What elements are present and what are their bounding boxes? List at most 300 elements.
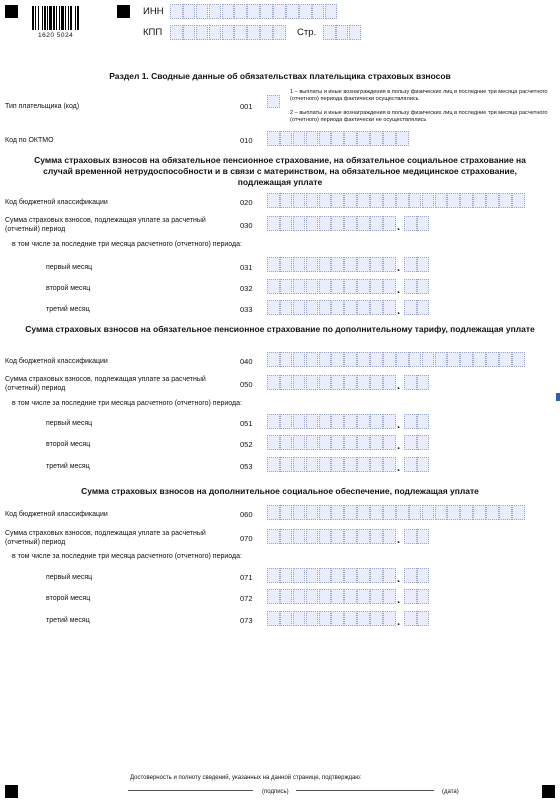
- comb-cell[interactable]: [409, 505, 422, 520]
- comb-cell[interactable]: [404, 279, 417, 294]
- comb-cell[interactable]: [383, 457, 396, 472]
- comb-cell[interactable]: [383, 414, 396, 429]
- oktmo-label: Код по ОКТМО: [5, 137, 54, 144]
- comb-cell[interactable]: [267, 611, 280, 626]
- comb-cell[interactable]: [370, 375, 383, 390]
- comb-cell[interactable]: [383, 257, 396, 272]
- oktmo-code: 010: [240, 136, 253, 145]
- comb-cell[interactable]: [357, 568, 370, 583]
- comb-cell[interactable]: [357, 589, 370, 604]
- comb-cell[interactable]: [357, 257, 370, 272]
- comb-cell[interactable]: [344, 131, 357, 146]
- comb-cell[interactable]: [306, 193, 319, 208]
- comb-cell[interactable]: [331, 568, 344, 583]
- comb-cell[interactable]: [306, 435, 319, 450]
- block-1-incl-label: в том числе за последние три месяца расчетного (отчетного) периода:: [12, 241, 242, 248]
- comb-cell[interactable]: [417, 257, 430, 272]
- comb-cell[interactable]: [417, 414, 430, 429]
- comb-cell[interactable]: [404, 435, 417, 450]
- comb-cell[interactable]: [306, 529, 319, 544]
- comb-cell[interactable]: [331, 300, 344, 315]
- block-2-month-3-kopecks-input[interactable]: [404, 457, 430, 472]
- comb-cell[interactable]: [319, 216, 332, 231]
- comb-cell[interactable]: [404, 568, 417, 583]
- comb-cell[interactable]: [319, 435, 332, 450]
- comb-cell[interactable]: [344, 435, 357, 450]
- block-3-sum-kopecks-input[interactable]: [404, 529, 430, 544]
- block-3-month-3-rubles-input[interactable]: [267, 611, 396, 626]
- comb-cell[interactable]: [404, 257, 417, 272]
- comb-cell[interactable]: [499, 352, 512, 367]
- block-1-month-1-kopecks-input[interactable]: [404, 257, 430, 272]
- comb-cell[interactable]: [280, 300, 293, 315]
- comb-cell[interactable]: [267, 414, 280, 429]
- comb-cell[interactable]: [293, 457, 306, 472]
- comb-cell[interactable]: [331, 589, 344, 604]
- comb-cell[interactable]: [280, 529, 293, 544]
- comb-cell[interactable]: [422, 352, 435, 367]
- block-2-month-2-rubles-input[interactable]: [267, 435, 396, 450]
- comb-cell[interactable]: [357, 457, 370, 472]
- comb-cell[interactable]: [319, 589, 332, 604]
- comb-cell[interactable]: [486, 193, 499, 208]
- comb-cell[interactable]: [383, 505, 396, 520]
- comb-cell[interactable]: [331, 257, 344, 272]
- comb-cell[interactable]: [357, 279, 370, 294]
- comb-cell[interactable]: [306, 279, 319, 294]
- kpp-input[interactable]: [170, 25, 286, 40]
- comb-cell[interactable]: [396, 131, 409, 146]
- comb-cell[interactable]: [357, 131, 370, 146]
- comb-cell[interactable]: [383, 375, 396, 390]
- comb-cell[interactable]: [247, 4, 260, 19]
- comb-cell[interactable]: [306, 216, 319, 231]
- comb-cell[interactable]: [319, 131, 332, 146]
- comb-cell[interactable]: [344, 352, 357, 367]
- comb-cell[interactable]: [383, 279, 396, 294]
- comb-cell[interactable]: [417, 568, 430, 583]
- comb-cell[interactable]: [331, 216, 344, 231]
- comb-cell[interactable]: [293, 435, 306, 450]
- comb-cell[interactable]: [383, 435, 396, 450]
- comb-cell[interactable]: [267, 435, 280, 450]
- comb-cell[interactable]: [409, 193, 422, 208]
- comb-cell[interactable]: [404, 414, 417, 429]
- date-line[interactable]: [296, 790, 434, 791]
- comb-cell[interactable]: [280, 352, 293, 367]
- block-3-month-3-kopecks-input[interactable]: [404, 611, 430, 626]
- comb-cell[interactable]: [357, 435, 370, 450]
- block-3-sum-rubles-input[interactable]: [267, 529, 396, 544]
- comb-cell[interactable]: [325, 4, 338, 19]
- comb-cell[interactable]: [319, 257, 332, 272]
- block-2-month-1-separator: .: [397, 419, 401, 431]
- comb-cell[interactable]: [280, 193, 293, 208]
- comb-cell[interactable]: [344, 529, 357, 544]
- comb-cell[interactable]: [357, 529, 370, 544]
- block-3-month-2-separator: .: [397, 594, 401, 606]
- comb-cell[interactable]: [267, 95, 280, 108]
- comb-cell[interactable]: [383, 300, 396, 315]
- comb-cell[interactable]: [293, 131, 306, 146]
- comb-cell[interactable]: [370, 414, 383, 429]
- comb-cell[interactable]: [267, 300, 280, 315]
- comb-cell[interactable]: [344, 505, 357, 520]
- comb-cell[interactable]: [306, 568, 319, 583]
- comb-cell[interactable]: [336, 25, 349, 40]
- comb-cell[interactable]: [319, 529, 332, 544]
- comb-cell[interactable]: [435, 193, 448, 208]
- comb-cell[interactable]: [267, 529, 280, 544]
- comb-cell[interactable]: [344, 568, 357, 583]
- comb-cell[interactable]: [280, 505, 293, 520]
- comb-cell[interactable]: [435, 352, 448, 367]
- comb-cell[interactable]: [357, 216, 370, 231]
- comb-cell[interactable]: [280, 414, 293, 429]
- block-1-month-1-rubles-input[interactable]: [267, 257, 396, 272]
- comb-cell[interactable]: [306, 352, 319, 367]
- comb-cell[interactable]: [331, 435, 344, 450]
- block-1-kbk-input[interactable]: [267, 193, 525, 208]
- comb-cell[interactable]: [331, 611, 344, 626]
- comb-cell[interactable]: [260, 25, 273, 40]
- barcode-bar: [47, 6, 48, 30]
- comb-cell[interactable]: [209, 25, 222, 40]
- comb-cell[interactable]: [404, 457, 417, 472]
- comb-cell[interactable]: [370, 457, 383, 472]
- comb-cell[interactable]: [417, 375, 430, 390]
- comb-cell[interactable]: [331, 279, 344, 294]
- comb-cell[interactable]: [306, 611, 319, 626]
- block-1-sum-separator: .: [397, 221, 401, 233]
- comb-cell[interactable]: [267, 279, 280, 294]
- corner-marker-top-center: [117, 5, 130, 18]
- comb-cell[interactable]: [319, 414, 332, 429]
- block-2-month-1-rubles-input[interactable]: [267, 414, 396, 429]
- comb-cell[interactable]: [357, 505, 370, 520]
- comb-cell[interactable]: [422, 505, 435, 520]
- comb-cell[interactable]: [319, 375, 332, 390]
- comb-cell[interactable]: [267, 131, 280, 146]
- comb-cell[interactable]: [396, 352, 409, 367]
- comb-cell[interactable]: [293, 300, 306, 315]
- barcode-image: [32, 6, 98, 30]
- comb-cell[interactable]: [293, 375, 306, 390]
- comb-cell[interactable]: [306, 131, 319, 146]
- comb-cell[interactable]: [473, 352, 486, 367]
- comb-cell[interactable]: [280, 257, 293, 272]
- comb-cell[interactable]: [319, 457, 332, 472]
- comb-cell[interactable]: [319, 279, 332, 294]
- block-1-month-2-rubles-input[interactable]: [267, 279, 396, 294]
- comb-cell[interactable]: [306, 300, 319, 315]
- payer-type-input[interactable]: [267, 95, 280, 108]
- comb-cell[interactable]: [357, 611, 370, 626]
- comb-cell[interactable]: [319, 193, 332, 208]
- comb-cell[interactable]: [344, 457, 357, 472]
- comb-cell[interactable]: [370, 216, 383, 231]
- comb-cell[interactable]: [312, 4, 325, 19]
- comb-cell[interactable]: [357, 414, 370, 429]
- comb-cell[interactable]: [370, 300, 383, 315]
- comb-cell[interactable]: [370, 193, 383, 208]
- comb-cell[interactable]: [286, 4, 299, 19]
- comb-cell[interactable]: [280, 131, 293, 146]
- comb-cell[interactable]: [293, 193, 306, 208]
- comb-cell[interactable]: [293, 257, 306, 272]
- comb-cell[interactable]: [267, 257, 280, 272]
- block-1-month-3-kopecks-input[interactable]: [404, 300, 430, 315]
- comb-cell[interactable]: [267, 375, 280, 390]
- barcode-bar: [53, 6, 55, 30]
- comb-cell[interactable]: [306, 375, 319, 390]
- comb-cell[interactable]: [383, 589, 396, 604]
- comb-cell[interactable]: [306, 414, 319, 429]
- comb-cell[interactable]: [331, 131, 344, 146]
- comb-cell[interactable]: [417, 279, 430, 294]
- certify-text: Достоверность и полноту сведений, указанных на данной странице, подтверждаю:: [130, 775, 362, 781]
- barcode-bar: [32, 6, 34, 30]
- comb-cell[interactable]: [344, 300, 357, 315]
- comb-cell[interactable]: [370, 279, 383, 294]
- block-3-kbk-label: Код бюджетной классификации: [5, 511, 108, 518]
- block-2-sum-rubles-input[interactable]: [267, 375, 396, 390]
- block-3-month-2-kopecks-input[interactable]: [404, 589, 430, 604]
- inn-input[interactable]: [170, 4, 338, 19]
- comb-cell[interactable]: [319, 611, 332, 626]
- comb-cell[interactable]: [357, 193, 370, 208]
- comb-cell[interactable]: [267, 589, 280, 604]
- comb-cell[interactable]: [344, 279, 357, 294]
- signature-line[interactable]: [128, 790, 253, 791]
- comb-cell[interactable]: [196, 4, 209, 19]
- comb-cell[interactable]: [273, 25, 286, 40]
- comb-cell[interactable]: [460, 193, 473, 208]
- comb-cell[interactable]: [499, 505, 512, 520]
- block-3-month-1-code: 071: [240, 573, 253, 582]
- page-label: Стр.: [297, 27, 317, 38]
- comb-cell[interactable]: [323, 25, 336, 40]
- comb-cell[interactable]: [306, 257, 319, 272]
- comb-cell[interactable]: [331, 193, 344, 208]
- comb-cell[interactable]: [267, 216, 280, 231]
- block-1-month-2-separator: .: [397, 284, 401, 296]
- comb-cell[interactable]: [404, 611, 417, 626]
- comb-cell[interactable]: [512, 193, 525, 208]
- comb-cell[interactable]: [170, 25, 183, 40]
- comb-cell[interactable]: [293, 352, 306, 367]
- comb-cell[interactable]: [417, 300, 430, 315]
- comb-cell[interactable]: [247, 25, 260, 40]
- comb-cell[interactable]: [404, 375, 417, 390]
- block-2-kbk-input[interactable]: [267, 352, 525, 367]
- comb-cell[interactable]: [319, 505, 332, 520]
- comb-cell[interactable]: [422, 193, 435, 208]
- comb-cell[interactable]: [344, 193, 357, 208]
- comb-cell[interactable]: [370, 505, 383, 520]
- comb-cell[interactable]: [183, 4, 196, 19]
- comb-cell[interactable]: [486, 505, 499, 520]
- comb-cell[interactable]: [383, 529, 396, 544]
- comb-cell[interactable]: [293, 529, 306, 544]
- comb-cell[interactable]: [260, 4, 273, 19]
- comb-cell[interactable]: [306, 589, 319, 604]
- block-3-month-1-kopecks-input[interactable]: [404, 568, 430, 583]
- block-1-sum-rubles-input[interactable]: [267, 216, 396, 231]
- comb-cell[interactable]: [306, 457, 319, 472]
- page-number-input[interactable]: [323, 25, 362, 40]
- comb-cell[interactable]: [357, 300, 370, 315]
- comb-cell[interactable]: [344, 375, 357, 390]
- block-2-month-2-kopecks-input[interactable]: [404, 435, 430, 450]
- comb-cell[interactable]: [280, 568, 293, 583]
- block-1-month-2-kopecks-input[interactable]: [404, 279, 430, 294]
- comb-cell[interactable]: [383, 193, 396, 208]
- comb-cell[interactable]: [486, 352, 499, 367]
- comb-cell[interactable]: [267, 505, 280, 520]
- comb-cell[interactable]: [404, 589, 417, 604]
- comb-cell[interactable]: [293, 505, 306, 520]
- comb-cell[interactable]: [460, 505, 473, 520]
- comb-cell[interactable]: [331, 414, 344, 429]
- side-marker: [556, 393, 560, 401]
- comb-cell[interactable]: [383, 611, 396, 626]
- comb-cell[interactable]: [396, 505, 409, 520]
- comb-cell[interactable]: [417, 589, 430, 604]
- comb-cell[interactable]: [344, 257, 357, 272]
- comb-cell[interactable]: [234, 25, 247, 40]
- block-1-month-3-rubles-input[interactable]: [267, 300, 396, 315]
- block-3-month-2-code: 072: [240, 594, 253, 603]
- comb-cell[interactable]: [293, 611, 306, 626]
- comb-cell[interactable]: [183, 25, 196, 40]
- comb-cell[interactable]: [447, 352, 460, 367]
- comb-cell[interactable]: [293, 279, 306, 294]
- comb-cell[interactable]: [499, 193, 512, 208]
- comb-cell[interactable]: [331, 505, 344, 520]
- comb-cell[interactable]: [293, 414, 306, 429]
- comb-cell[interactable]: [404, 529, 417, 544]
- comb-cell[interactable]: [222, 25, 235, 40]
- comb-cell[interactable]: [222, 4, 235, 19]
- comb-cell[interactable]: [409, 352, 422, 367]
- comb-cell[interactable]: [344, 414, 357, 429]
- block-3-kbk-input[interactable]: [267, 505, 525, 520]
- comb-cell[interactable]: [417, 611, 430, 626]
- comb-cell[interactable]: [370, 589, 383, 604]
- barcode-bar: [49, 6, 52, 30]
- comb-cell[interactable]: [435, 505, 448, 520]
- comb-cell[interactable]: [273, 4, 286, 19]
- comb-cell[interactable]: [383, 216, 396, 231]
- comb-cell[interactable]: [396, 193, 409, 208]
- comb-cell[interactable]: [370, 611, 383, 626]
- comb-cell[interactable]: [267, 352, 280, 367]
- comb-cell[interactable]: [357, 352, 370, 367]
- comb-cell[interactable]: [280, 279, 293, 294]
- comb-cell[interactable]: [370, 435, 383, 450]
- comb-cell[interactable]: [344, 216, 357, 231]
- block-2-sum-kopecks-input[interactable]: [404, 375, 430, 390]
- comb-cell[interactable]: [280, 611, 293, 626]
- comb-cell[interactable]: [512, 505, 525, 520]
- block-1-sum-kopecks-input[interactable]: [404, 216, 430, 231]
- comb-cell[interactable]: [370, 568, 383, 583]
- comb-cell[interactable]: [417, 529, 430, 544]
- block-3-month-2-rubles-input[interactable]: [267, 589, 396, 604]
- comb-cell[interactable]: [267, 457, 280, 472]
- oktmo-input[interactable]: [267, 131, 409, 146]
- comb-cell[interactable]: [299, 4, 312, 19]
- block-3-month-3-label: третий месяц: [46, 617, 90, 624]
- comb-cell[interactable]: [331, 352, 344, 367]
- comb-cell[interactable]: [404, 216, 417, 231]
- barcode-bar: [56, 6, 57, 30]
- comb-cell[interactable]: [357, 375, 370, 390]
- comb-cell[interactable]: [280, 457, 293, 472]
- comb-cell[interactable]: [280, 435, 293, 450]
- comb-cell[interactable]: [404, 300, 417, 315]
- comb-cell[interactable]: [267, 193, 280, 208]
- comb-cell[interactable]: [280, 375, 293, 390]
- comb-cell[interactable]: [280, 216, 293, 231]
- comb-cell[interactable]: [370, 529, 383, 544]
- comb-cell[interactable]: [209, 4, 222, 19]
- comb-cell[interactable]: [331, 529, 344, 544]
- comb-cell[interactable]: [344, 611, 357, 626]
- comb-cell[interactable]: [319, 352, 332, 367]
- block-2-incl-label: в том числе за последние три месяца расчетного (отчетного) периода:: [12, 400, 242, 407]
- comb-cell[interactable]: [383, 131, 396, 146]
- comb-cell[interactable]: [473, 193, 486, 208]
- comb-cell[interactable]: [370, 131, 383, 146]
- comb-cell[interactable]: [460, 352, 473, 367]
- comb-cell[interactable]: [473, 505, 486, 520]
- block-3-sum-code: 070: [240, 534, 253, 543]
- comb-cell[interactable]: [196, 25, 209, 40]
- comb-cell[interactable]: [331, 457, 344, 472]
- comb-cell[interactable]: [370, 352, 383, 367]
- comb-cell[interactable]: [383, 568, 396, 583]
- block-2-month-3-rubles-input[interactable]: [267, 457, 396, 472]
- comb-cell[interactable]: [447, 193, 460, 208]
- comb-cell[interactable]: [370, 257, 383, 272]
- block-3-month-1-rubles-input[interactable]: [267, 568, 396, 583]
- comb-cell[interactable]: [417, 435, 430, 450]
- block-1-month-1-code: 031: [240, 263, 253, 272]
- comb-cell[interactable]: [447, 505, 460, 520]
- block-2-month-1-kopecks-input[interactable]: [404, 414, 430, 429]
- comb-cell[interactable]: [293, 216, 306, 231]
- comb-cell[interactable]: [170, 4, 183, 19]
- comb-cell[interactable]: [267, 568, 280, 583]
- comb-cell[interactable]: [319, 568, 332, 583]
- comb-cell[interactable]: [417, 457, 430, 472]
- comb-cell[interactable]: [280, 589, 293, 604]
- comb-cell[interactable]: [293, 589, 306, 604]
- comb-cell[interactable]: [234, 4, 247, 19]
- comb-cell[interactable]: [293, 568, 306, 583]
- comb-cell[interactable]: [344, 589, 357, 604]
- comb-cell[interactable]: [306, 505, 319, 520]
- comb-cell[interactable]: [319, 300, 332, 315]
- block-3-kbk-code: 060: [240, 510, 253, 519]
- comb-cell[interactable]: [383, 352, 396, 367]
- comb-cell[interactable]: [417, 216, 430, 231]
- comb-cell[interactable]: [349, 25, 362, 40]
- comb-cell[interactable]: [331, 375, 344, 390]
- comb-cell[interactable]: [512, 352, 525, 367]
